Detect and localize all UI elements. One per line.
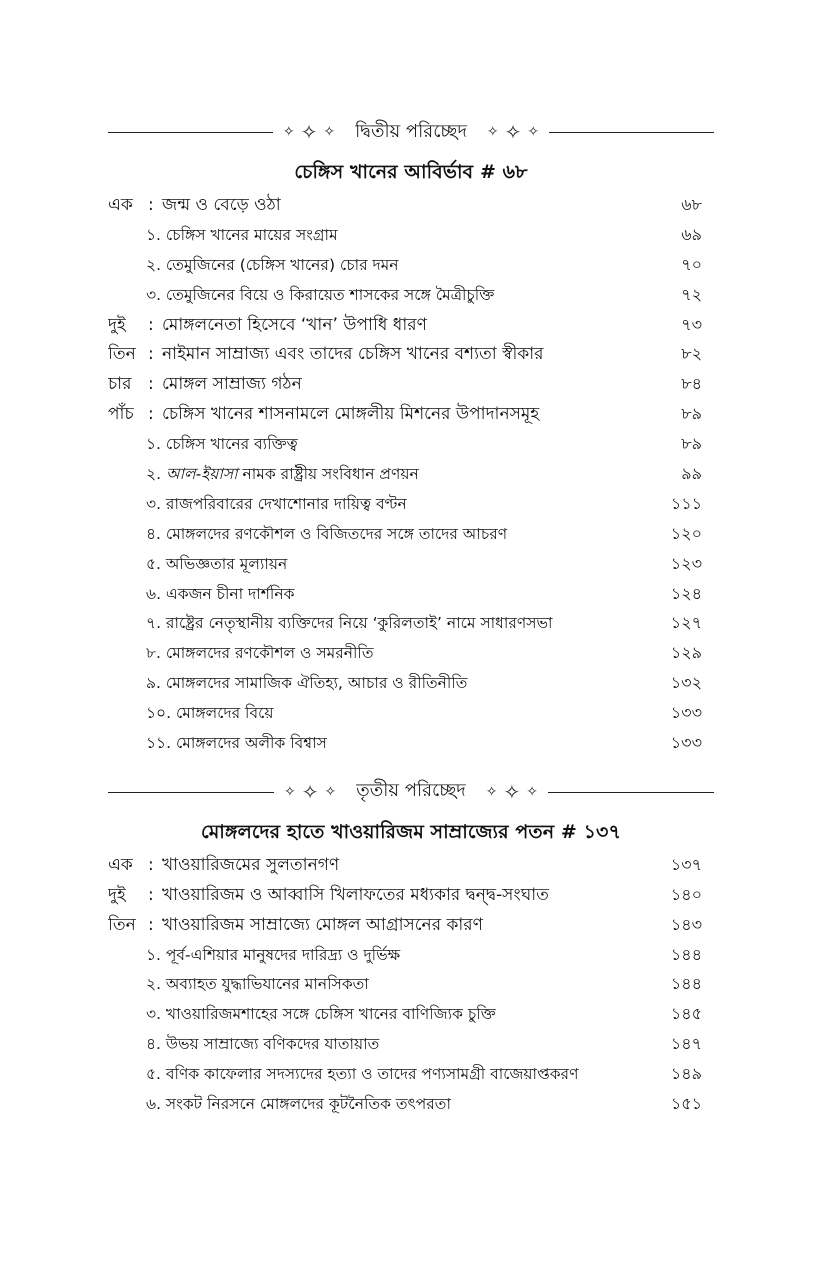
- entry-text: [146, 580, 642, 610]
- page-number: ৮৪: [681, 374, 702, 394]
- entry-text: [108, 911, 642, 941]
- page-number: ৮২: [681, 344, 702, 364]
- section-label: দুই: [108, 884, 126, 905]
- toc-subentry-row: [108, 698, 714, 728]
- section-title: খাওয়ারিজমের সুলতানগণ: [162, 854, 340, 875]
- subentry-title: ১. পূর্ব-এশিয়ার মানুষদের দারিদ্র্য ও দুর্ভিক্ষ: [146, 945, 401, 964]
- subentry-title: ৩. খাওয়ারিজমশাহের সঙ্গে চেঙ্গিস খানের বাণিজ্যিক চুক্তি: [146, 1005, 496, 1024]
- toc-section-row: [108, 190, 714, 220]
- section-title: খাওয়ারিজম সাম্রাজ্যে মোঙ্গল আগ্রাসনের কারণ: [162, 914, 483, 935]
- entry-text: [146, 1060, 642, 1090]
- subentry-title: ২. তেমুজিনের (চেঙ্গিস খানের) চোর দমন: [146, 255, 399, 274]
- toc-section-row: [108, 339, 714, 369]
- toc-section-row: [108, 310, 714, 340]
- subentry-title: ৫. বণিক কাফেলার সদস্যদের হত্যা ও তাদের পণ্যসামগ্রী বাজেয়াপ্তকরণ: [146, 1065, 579, 1084]
- page-number: ৬৮: [681, 195, 702, 214]
- diamond-ornament-icon: ✧: [503, 779, 521, 804]
- entry-text: [146, 941, 642, 971]
- subentry-title: নামক রাষ্ট্রীয় সংবিধান প্রণয়ন: [242, 465, 419, 484]
- entry-text: [146, 729, 642, 759]
- chapter-title: মোঙ্গলদের হাতে খাওয়ারিজম সাম্রাজ্যের পতন # ১৩৭: [201, 820, 621, 843]
- entry-text: [108, 340, 642, 370]
- page-number: ১২৪: [670, 583, 702, 603]
- toc-subentry-row: [108, 638, 714, 668]
- subentry-title: ৯. মোঙ্গলদের সামাজিক ঐতিহ্য, আচার ও রীতিনীতি: [146, 674, 468, 693]
- entry-text: [146, 550, 642, 580]
- section-colon: :: [148, 884, 154, 905]
- subentry-title: ২. অব্যাহত যুদ্ধাভিযানের মানসিকতা: [146, 975, 369, 994]
- entry-text: [146, 281, 642, 311]
- section-colon: :: [148, 404, 154, 425]
- entry-text: [146, 251, 642, 281]
- page-number: ৮৯: [681, 404, 702, 424]
- section-label: চার: [108, 374, 132, 395]
- entry-text: [108, 311, 642, 341]
- section-colon: :: [148, 914, 154, 935]
- entry-text: [146, 430, 642, 460]
- diamond-ornament-icon: ✧: [324, 783, 337, 800]
- page-number: ৮৯: [681, 434, 702, 454]
- toc-subentry-row: [108, 250, 714, 280]
- diamond-ornament-icon: ✧: [527, 124, 540, 140]
- toc-subentry-row: [108, 220, 714, 250]
- page-number: ৭২: [681, 284, 702, 304]
- toc-section-row: [108, 369, 714, 399]
- subentry-title: ১১. মোঙ্গলদের অলীক বিশ্বাস: [146, 734, 327, 753]
- page-number: ১৩৭: [670, 854, 702, 874]
- entry-text: [108, 191, 642, 221]
- section-colon: :: [148, 195, 154, 215]
- toc-list: [108, 850, 714, 1119]
- entry-text: [146, 1000, 642, 1030]
- divider-rule-right: [549, 132, 714, 133]
- toc-subentry-row: [108, 280, 714, 310]
- divider-rule-left: [108, 792, 274, 793]
- subentry-number: ২.: [146, 465, 162, 484]
- entry-text: [146, 520, 642, 550]
- toc-subentry-row: [108, 969, 714, 999]
- toc-subentry-row: [108, 940, 714, 970]
- page-number: ১৪৪: [670, 974, 702, 994]
- diamond-ornament-icon: ✧: [485, 783, 498, 800]
- page-number: ১৪৭: [670, 1034, 702, 1054]
- subentry-title: ৩. রাজপরিবারের দেখাশোনার দায়িত্ব বণ্টন: [146, 494, 407, 513]
- page-number: ১৪৫: [670, 1004, 702, 1024]
- entry-text: [108, 400, 642, 430]
- divider-rule-right: [548, 792, 714, 793]
- page-number: ১৩২: [670, 673, 702, 693]
- page-number: ৭০: [681, 254, 702, 274]
- diamond-ornament-icon: ✧: [282, 124, 295, 140]
- page-number: ৬৯: [681, 224, 702, 244]
- section-colon: :: [148, 314, 154, 335]
- subentry-title: ৫. অভিজ্ঞতার মূল্যায়ন: [146, 554, 288, 573]
- toc-subentry-row: [108, 429, 714, 459]
- subentry-title: ৪. উভয় সাম্রাজ্যে বণিকদের যাতায়াত: [146, 1035, 380, 1054]
- section-title: মোঙ্গলনেতা হিসেবে ‘খান’ উপাধি ধারণ: [162, 314, 427, 335]
- section-title: জন্ম ও বেড়ে ওঠা: [162, 195, 281, 215]
- entry-text: [108, 851, 642, 881]
- entry-text: [146, 221, 642, 251]
- subentry-title: ৬. সংকট নিরসনে মোঙ্গলদের কূটনৈতিক তৎপরতা: [146, 1095, 451, 1114]
- divider-rule-left: [108, 132, 273, 133]
- entry-text: [146, 1030, 642, 1060]
- subentry-title: ১০. মোঙ্গলদের বিয়ে: [146, 704, 274, 723]
- italic-term: আল-ইয়াসা: [165, 465, 238, 484]
- diamond-ornament-icon: ✧: [284, 783, 296, 800]
- page-number: ১১১: [670, 493, 702, 513]
- toc-subentry-row: [108, 459, 714, 489]
- chapter-divider: [108, 110, 714, 154]
- entry-text: [146, 639, 642, 669]
- page-number: ১২০: [670, 523, 702, 543]
- page-number: ৯৯: [681, 464, 702, 484]
- ornament-left: [283, 122, 335, 142]
- toc-subentry-row: [108, 1029, 714, 1059]
- diamond-ornament-icon: ✧: [486, 124, 499, 140]
- entry-text: [146, 970, 642, 1000]
- entry-text: [146, 460, 642, 490]
- entry-text: [146, 609, 642, 639]
- entry-text: [108, 370, 642, 400]
- page-number: ১৩৩: [670, 703, 702, 723]
- subentry-title: ৪. মোঙ্গলদের রণকৌশল ও বিজিতদের সঙ্গে তাদের আচরণ: [146, 524, 508, 543]
- page-number: ১২৭: [670, 613, 702, 633]
- section-label: এক: [108, 195, 133, 215]
- page-number: ১৩৩: [670, 733, 702, 753]
- entry-text: [146, 490, 642, 520]
- section-label: দুই: [108, 314, 126, 335]
- subentry-title: ১. চেঙ্গিস খানের মায়ের সংগ্রাম: [146, 225, 338, 244]
- section-title: মোঙ্গল সাম্রাজ্য গঠন: [162, 374, 302, 395]
- subentry-title: ৮. মোঙ্গলদের রণকৌশল ও সমরনীতি: [146, 644, 374, 663]
- toc-subentry-row: [108, 519, 714, 549]
- section-title: নাইমান সাম্রাজ্য এবং তাদের চেঙ্গিস খানের বশ্যতা স্বীকার: [162, 344, 544, 365]
- section-colon: :: [148, 344, 154, 365]
- toc-section-row: [108, 880, 714, 910]
- diamond-ornament-icon: ✧: [323, 124, 336, 140]
- diamond-ornament-icon: ✧: [526, 783, 538, 800]
- chapter-label: দ্বিতীয় পরিচ্ছেদ: [355, 120, 467, 142]
- toc-section-row: [108, 850, 714, 880]
- chapter-label: তৃতীয় পরিচ্ছেদ: [356, 780, 466, 802]
- page-number: ১৪০: [670, 884, 702, 904]
- entry-text: [146, 669, 642, 699]
- toc-subentry-row: [108, 489, 714, 519]
- chapter-divider: [108, 770, 714, 814]
- subentry-title: ১. চেঙ্গিস খানের ব্যক্তিত্ব: [146, 435, 298, 454]
- toc-subentry-row: [108, 999, 714, 1029]
- toc-subentry-row: [108, 549, 714, 579]
- subentry-title: ৭. রাষ্ট্রের নেতৃস্থানীয় ব্যক্তিদের নিয়ে ‘কুরিলতাই’ নামে সাধারণসভা: [146, 614, 553, 633]
- ornament-left: [284, 779, 337, 804]
- section-label: তিন: [108, 344, 136, 365]
- section-label: পাঁচ: [108, 404, 134, 425]
- entry-text: [146, 1090, 642, 1120]
- page-number: ১২৩: [670, 553, 702, 573]
- ornament-right: [485, 779, 538, 804]
- section-title: চেঙ্গিস খানের শাসনামলে মোঙ্গলীয় মিশনের উপাদানসমূহ: [162, 404, 540, 425]
- toc-subentry-row: [108, 579, 714, 609]
- diamond-ornament-icon: ✧: [300, 120, 318, 144]
- entry-text: [108, 881, 642, 911]
- page-number: ৭৩: [681, 314, 702, 334]
- diamond-ornament-icon: ✧: [504, 120, 522, 144]
- chapter-title: চেঙ্গিস খানের আবির্ভাব # ৬৮: [294, 161, 528, 183]
- subentry-title: ৬. একজন চীনা দার্শনিক: [146, 584, 295, 603]
- toc-subentry-row: [108, 1089, 714, 1119]
- section-title: খাওয়ারিজম ও আব্বাসি খিলাফতের মধ্যকার দ্বন্দ্ব-সংঘাত: [162, 884, 549, 905]
- diamond-ornament-icon: ✧: [301, 779, 319, 804]
- section-colon: :: [148, 854, 154, 875]
- page-number: ১৫১: [670, 1094, 702, 1114]
- toc-section-row: [108, 399, 714, 429]
- toc-list: [108, 190, 714, 758]
- page-number: ১৪৪: [670, 944, 702, 964]
- section-label: এক: [108, 854, 133, 875]
- toc-subentry-row: [108, 1059, 714, 1089]
- section-colon: :: [148, 374, 154, 395]
- subentry-title: ৩. তেমুজিনের বিয়ে ও কিরায়েত শাসকের সঙ্গে মৈত্রীচুক্তি: [146, 285, 495, 304]
- toc-subentry-row: [108, 668, 714, 698]
- ornament-right: [487, 122, 539, 142]
- toc-section-row: [108, 910, 714, 940]
- toc-subentry-row: [108, 728, 714, 758]
- entry-text: [146, 699, 642, 729]
- table-of-contents: [108, 110, 714, 1119]
- page-number: ১৪৯: [670, 1064, 702, 1084]
- section-label: তিন: [108, 914, 136, 935]
- page-number: ১৪৩: [670, 914, 702, 934]
- toc-subentry-row: [108, 608, 714, 638]
- page-number: ১২৯: [670, 643, 702, 663]
